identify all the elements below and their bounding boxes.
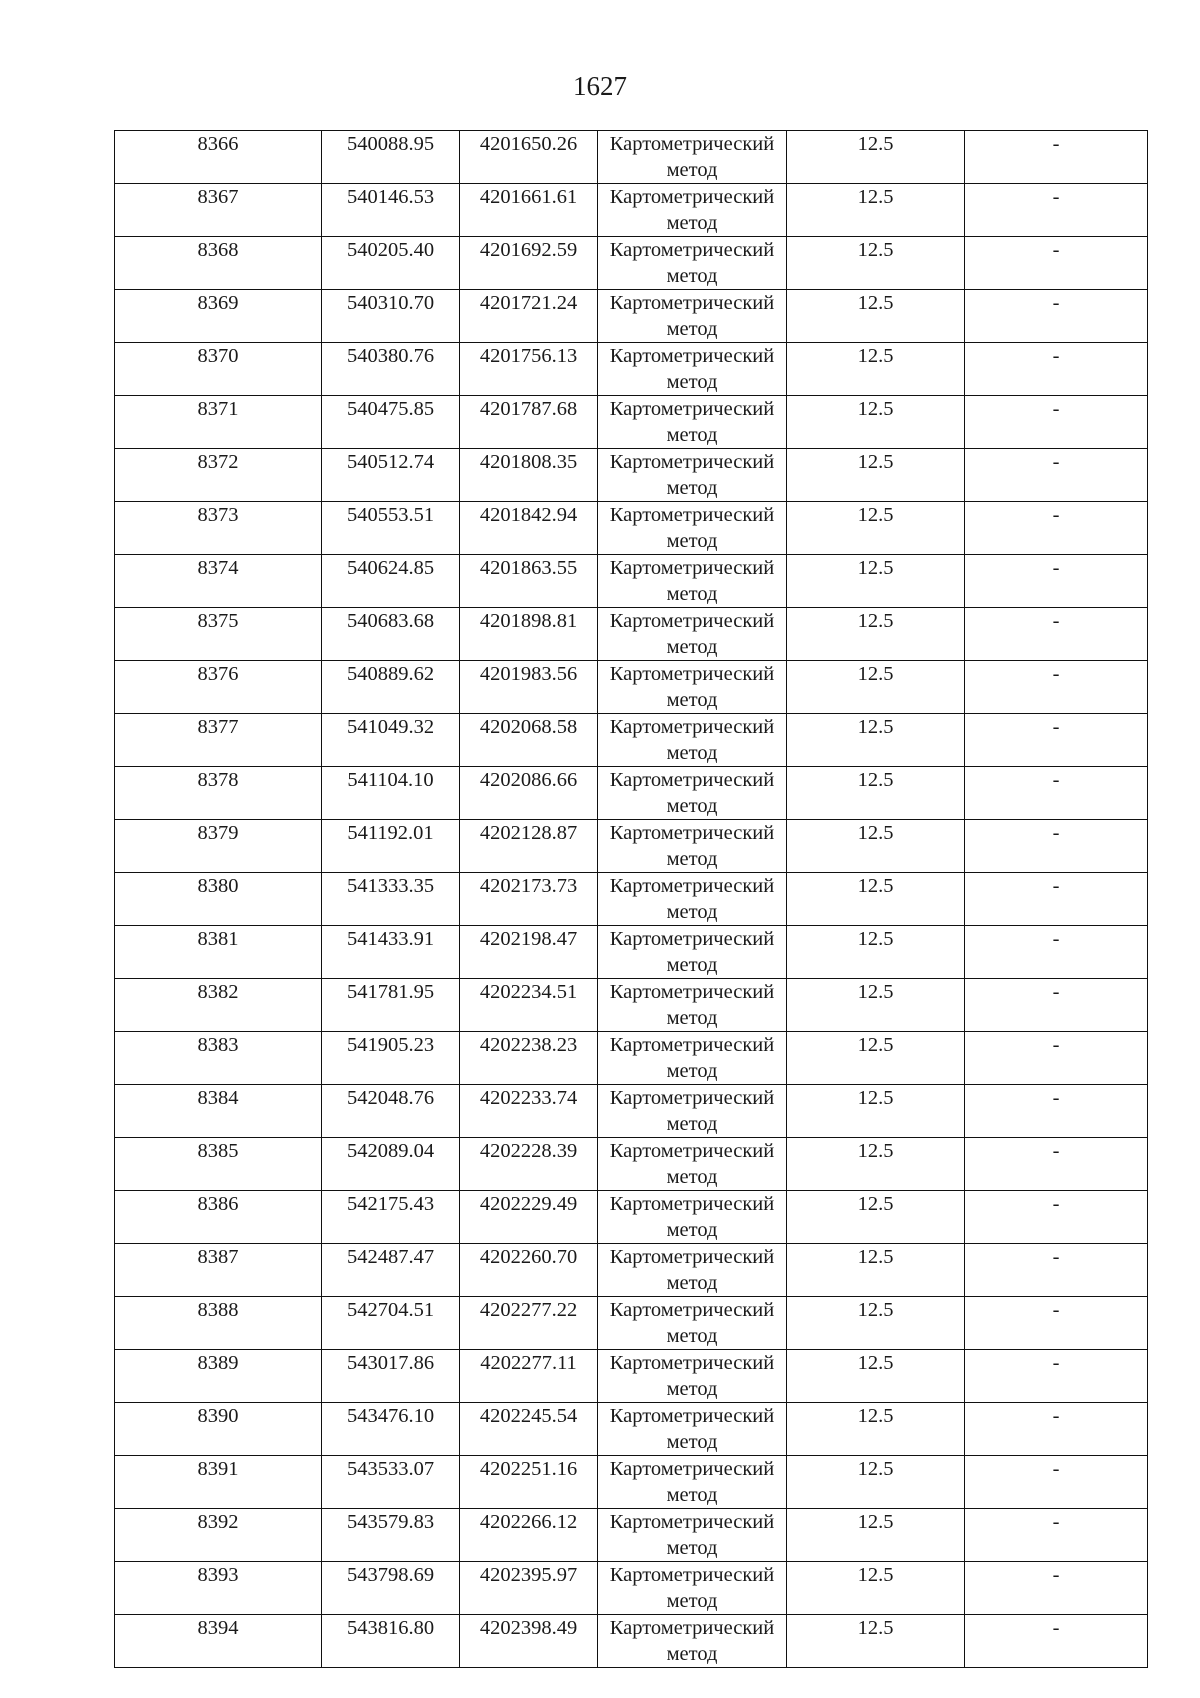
note-cell: - — [965, 1350, 1148, 1403]
method-line-1: Картометрический — [609, 1352, 775, 1374]
x-coordinate-cell: 543798.69 — [322, 1562, 460, 1615]
method-line-2: метод — [666, 901, 718, 923]
note-cell: - — [965, 184, 1148, 237]
x-coordinate-cell: 542175.43 — [322, 1191, 460, 1244]
method-cell — [598, 1562, 787, 1615]
note-cell: - — [965, 1615, 1148, 1668]
note-cell: - — [965, 873, 1148, 926]
note-cell: - — [965, 1403, 1148, 1456]
table-row — [115, 555, 1148, 608]
table-row — [115, 608, 1148, 661]
method-cell — [598, 1297, 787, 1350]
method-cell — [598, 714, 787, 767]
point-number-cell: 8381 — [115, 926, 322, 979]
point-number-cell: 8382 — [115, 979, 322, 1032]
note-cell: - — [965, 714, 1148, 767]
note-cell: - — [965, 767, 1148, 820]
method-line-2: метод — [666, 848, 718, 870]
method-cell — [598, 555, 787, 608]
x-coordinate-cell: 541781.95 — [322, 979, 460, 1032]
table-row — [115, 1562, 1148, 1615]
method-line-2: метод — [666, 477, 718, 499]
note-cell: - — [965, 555, 1148, 608]
y-coordinate-cell: 4201842.94 — [460, 502, 598, 555]
method-line-1: Картометрический — [609, 769, 775, 791]
accuracy-cell: 12.5 — [787, 1509, 965, 1562]
note-cell: - — [965, 290, 1148, 343]
x-coordinate-cell: 540889.62 — [322, 661, 460, 714]
note-cell: - — [965, 1562, 1148, 1615]
method-line-1: Картометрический — [609, 928, 775, 950]
table-row — [115, 767, 1148, 820]
method-line-1: Картометрический — [609, 133, 775, 155]
table-row — [115, 449, 1148, 502]
x-coordinate-cell: 541049.32 — [322, 714, 460, 767]
note-cell: - — [965, 502, 1148, 555]
point-number-cell: 8372 — [115, 449, 322, 502]
method-line-1: Картометрический — [609, 610, 775, 632]
method-line-2: метод — [666, 318, 718, 340]
y-coordinate-cell: 4201983.56 — [460, 661, 598, 714]
note-cell: - — [965, 1297, 1148, 1350]
y-coordinate-cell: 4201650.26 — [460, 131, 598, 184]
point-number-cell: 8378 — [115, 767, 322, 820]
method-cell — [598, 131, 787, 184]
point-number-cell: 8391 — [115, 1456, 322, 1509]
method-cell — [598, 979, 787, 1032]
y-coordinate-cell: 4202238.23 — [460, 1032, 598, 1085]
accuracy-cell: 12.5 — [787, 343, 965, 396]
point-number-cell: 8374 — [115, 555, 322, 608]
table-row — [115, 1456, 1148, 1509]
method-cell — [598, 661, 787, 714]
method-cell — [598, 1085, 787, 1138]
method-line-1: Картометрический — [609, 292, 775, 314]
x-coordinate-cell: 541333.35 — [322, 873, 460, 926]
note-cell: - — [965, 1138, 1148, 1191]
method-line-1: Картометрический — [609, 398, 775, 420]
method-cell — [598, 820, 787, 873]
note-cell: - — [965, 1244, 1148, 1297]
y-coordinate-cell: 4201721.24 — [460, 290, 598, 343]
point-number-cell: 8386 — [115, 1191, 322, 1244]
point-number-cell: 8387 — [115, 1244, 322, 1297]
y-coordinate-cell: 4202277.22 — [460, 1297, 598, 1350]
table-row — [115, 714, 1148, 767]
note-cell: - — [965, 1191, 1148, 1244]
method-cell — [598, 1350, 787, 1403]
y-coordinate-cell: 4202398.49 — [460, 1615, 598, 1668]
y-coordinate-cell: 4202173.73 — [460, 873, 598, 926]
x-coordinate-cell: 540088.95 — [322, 131, 460, 184]
y-coordinate-cell: 4201692.59 — [460, 237, 598, 290]
method-line-2: метод — [666, 1007, 718, 1029]
method-line-1: Картометрический — [609, 875, 775, 897]
point-number-cell: 8379 — [115, 820, 322, 873]
note-cell: - — [965, 131, 1148, 184]
method-cell — [598, 926, 787, 979]
x-coordinate-cell: 540310.70 — [322, 290, 460, 343]
note-cell: - — [965, 1456, 1148, 1509]
method-line-2: метод — [666, 1325, 718, 1347]
accuracy-cell: 12.5 — [787, 1032, 965, 1085]
method-cell — [598, 290, 787, 343]
note-cell: - — [965, 1509, 1148, 1562]
method-line-2: метод — [666, 265, 718, 287]
accuracy-cell: 12.5 — [787, 1244, 965, 1297]
method-line-1: Картометрический — [609, 822, 775, 844]
method-cell — [598, 1032, 787, 1085]
note-cell: - — [965, 1085, 1148, 1138]
method-line-1: Картометрический — [609, 716, 775, 738]
method-cell — [598, 343, 787, 396]
x-coordinate-cell: 541433.91 — [322, 926, 460, 979]
accuracy-cell: 12.5 — [787, 661, 965, 714]
y-coordinate-cell: 4202198.47 — [460, 926, 598, 979]
method-line-1: Картометрический — [609, 1405, 775, 1427]
table-row — [115, 1297, 1148, 1350]
method-cell — [598, 1456, 787, 1509]
method-cell — [598, 1244, 787, 1297]
coordinates-table — [114, 130, 1148, 1668]
x-coordinate-cell: 540146.53 — [322, 184, 460, 237]
table-row — [115, 1244, 1148, 1297]
method-cell — [598, 873, 787, 926]
accuracy-cell: 12.5 — [787, 1297, 965, 1350]
y-coordinate-cell: 4202086.66 — [460, 767, 598, 820]
method-line-1: Картометрический — [609, 1193, 775, 1215]
y-coordinate-cell: 4202245.54 — [460, 1403, 598, 1456]
x-coordinate-cell: 543533.07 — [322, 1456, 460, 1509]
method-cell — [598, 396, 787, 449]
method-line-1: Картометрический — [609, 557, 775, 579]
table-row — [115, 502, 1148, 555]
x-coordinate-cell: 540475.85 — [322, 396, 460, 449]
y-coordinate-cell: 4202233.74 — [460, 1085, 598, 1138]
table-body — [115, 131, 1148, 1668]
x-coordinate-cell: 540205.40 — [322, 237, 460, 290]
y-coordinate-cell: 4202251.16 — [460, 1456, 598, 1509]
x-coordinate-cell: 541104.10 — [322, 767, 460, 820]
point-number-cell: 8376 — [115, 661, 322, 714]
point-number-cell: 8383 — [115, 1032, 322, 1085]
y-coordinate-cell: 4202128.87 — [460, 820, 598, 873]
point-number-cell: 8373 — [115, 502, 322, 555]
table-row — [115, 1615, 1148, 1668]
table-row — [115, 1032, 1148, 1085]
x-coordinate-cell: 543579.83 — [322, 1509, 460, 1562]
method-line-1: Картометрический — [609, 1246, 775, 1268]
x-coordinate-cell: 543816.80 — [322, 1615, 460, 1668]
method-cell — [598, 1615, 787, 1668]
x-coordinate-cell: 540512.74 — [322, 449, 460, 502]
accuracy-cell: 12.5 — [787, 237, 965, 290]
note-cell: - — [965, 1032, 1148, 1085]
method-line-2: метод — [666, 742, 718, 764]
point-number-cell: 8366 — [115, 131, 322, 184]
accuracy-cell: 12.5 — [787, 396, 965, 449]
accuracy-cell: 12.5 — [787, 290, 965, 343]
note-cell: - — [965, 979, 1148, 1032]
table-row — [115, 926, 1148, 979]
method-line-1: Картометрический — [609, 1087, 775, 1109]
accuracy-cell: 12.5 — [787, 184, 965, 237]
y-coordinate-cell: 4202068.58 — [460, 714, 598, 767]
table-row — [115, 1085, 1148, 1138]
accuracy-cell: 12.5 — [787, 131, 965, 184]
point-number-cell: 8377 — [115, 714, 322, 767]
table-row — [115, 1350, 1148, 1403]
method-line-1: Картометрический — [609, 1617, 775, 1639]
table-row — [115, 343, 1148, 396]
method-line-2: метод — [666, 1537, 718, 1559]
method-line-1: Картометрический — [609, 1034, 775, 1056]
point-number-cell: 8388 — [115, 1297, 322, 1350]
table-row — [115, 1509, 1148, 1562]
method-line-1: Картометрический — [609, 1458, 775, 1480]
y-coordinate-cell: 4202277.11 — [460, 1350, 598, 1403]
method-line-1: Картометрический — [609, 239, 775, 261]
table-row — [115, 979, 1148, 1032]
method-cell — [598, 1191, 787, 1244]
note-cell: - — [965, 608, 1148, 661]
x-coordinate-cell: 542048.76 — [322, 1085, 460, 1138]
table-row — [115, 820, 1148, 873]
method-line-1: Картометрический — [609, 345, 775, 367]
x-coordinate-cell: 540553.51 — [322, 502, 460, 555]
point-number-cell: 8367 — [115, 184, 322, 237]
method-cell — [598, 449, 787, 502]
method-line-2: метод — [666, 1431, 718, 1453]
accuracy-cell: 12.5 — [787, 1456, 965, 1509]
method-line-2: метод — [666, 1590, 718, 1612]
accuracy-cell: 12.5 — [787, 1085, 965, 1138]
method-line-2: метод — [666, 371, 718, 393]
method-line-2: метод — [666, 1060, 718, 1082]
x-coordinate-cell: 540380.76 — [322, 343, 460, 396]
point-number-cell: 8394 — [115, 1615, 322, 1668]
y-coordinate-cell: 4202234.51 — [460, 979, 598, 1032]
point-number-cell: 8390 — [115, 1403, 322, 1456]
accuracy-cell: 12.5 — [787, 767, 965, 820]
point-number-cell: 8392 — [115, 1509, 322, 1562]
x-coordinate-cell: 542089.04 — [322, 1138, 460, 1191]
method-line-1: Картометрический — [609, 186, 775, 208]
method-line-2: метод — [666, 1166, 718, 1188]
accuracy-cell: 12.5 — [787, 449, 965, 502]
method-line-1: Картометрический — [609, 451, 775, 473]
method-line-2: метод — [666, 1643, 718, 1665]
point-number-cell: 8393 — [115, 1562, 322, 1615]
y-coordinate-cell: 4202229.49 — [460, 1191, 598, 1244]
method-line-1: Картометрический — [609, 1299, 775, 1321]
table-row — [115, 1403, 1148, 1456]
y-coordinate-cell: 4201863.55 — [460, 555, 598, 608]
x-coordinate-cell: 542487.47 — [322, 1244, 460, 1297]
x-coordinate-cell: 541192.01 — [322, 820, 460, 873]
point-number-cell: 8389 — [115, 1350, 322, 1403]
point-number-cell: 8384 — [115, 1085, 322, 1138]
method-line-2: метод — [666, 1219, 718, 1241]
point-number-cell: 8380 — [115, 873, 322, 926]
x-coordinate-cell: 540683.68 — [322, 608, 460, 661]
note-cell: - — [965, 926, 1148, 979]
table-row — [115, 1138, 1148, 1191]
table-row — [115, 184, 1148, 237]
method-line-2: метод — [666, 1272, 718, 1294]
table-row — [115, 661, 1148, 714]
method-line-1: Картометрический — [609, 981, 775, 1003]
note-cell: - — [965, 820, 1148, 873]
point-number-cell: 8385 — [115, 1138, 322, 1191]
table-row — [115, 290, 1148, 343]
x-coordinate-cell: 541905.23 — [322, 1032, 460, 1085]
method-line-2: метод — [666, 636, 718, 658]
point-number-cell: 8369 — [115, 290, 322, 343]
method-line-1: Картометрический — [609, 1511, 775, 1533]
method-cell — [598, 1403, 787, 1456]
accuracy-cell: 12.5 — [787, 1350, 965, 1403]
method-cell — [598, 502, 787, 555]
accuracy-cell: 12.5 — [787, 979, 965, 1032]
method-line-2: метод — [666, 159, 718, 181]
page-number: 1627 — [573, 71, 627, 101]
accuracy-cell: 12.5 — [787, 714, 965, 767]
method-line-2: метод — [666, 583, 718, 605]
method-line-1: Картометрический — [609, 1140, 775, 1162]
accuracy-cell: 12.5 — [787, 555, 965, 608]
accuracy-cell: 12.5 — [787, 502, 965, 555]
y-coordinate-cell: 4201661.61 — [460, 184, 598, 237]
method-cell — [598, 237, 787, 290]
accuracy-cell: 12.5 — [787, 1403, 965, 1456]
method-line-1: Картометрический — [609, 504, 775, 526]
method-line-1: Картометрический — [609, 1564, 775, 1586]
x-coordinate-cell: 540624.85 — [322, 555, 460, 608]
y-coordinate-cell: 4201808.35 — [460, 449, 598, 502]
accuracy-cell: 12.5 — [787, 1562, 965, 1615]
method-cell — [598, 608, 787, 661]
x-coordinate-cell: 543476.10 — [322, 1403, 460, 1456]
accuracy-cell: 12.5 — [787, 608, 965, 661]
y-coordinate-cell: 4202266.12 — [460, 1509, 598, 1562]
point-number-cell: 8368 — [115, 237, 322, 290]
method-cell — [598, 184, 787, 237]
method-line-2: метод — [666, 424, 718, 446]
y-coordinate-cell: 4202395.97 — [460, 1562, 598, 1615]
y-coordinate-cell: 4201756.13 — [460, 343, 598, 396]
x-coordinate-cell: 543017.86 — [322, 1350, 460, 1403]
table-row — [115, 131, 1148, 184]
y-coordinate-cell: 4201898.81 — [460, 608, 598, 661]
note-cell: - — [965, 449, 1148, 502]
accuracy-cell: 12.5 — [787, 1615, 965, 1668]
accuracy-cell: 12.5 — [787, 926, 965, 979]
point-number-cell: 8371 — [115, 396, 322, 449]
x-coordinate-cell: 542704.51 — [322, 1297, 460, 1350]
method-line-2: метод — [666, 954, 718, 976]
table-row — [115, 237, 1148, 290]
y-coordinate-cell: 4201787.68 — [460, 396, 598, 449]
method-cell — [598, 1509, 787, 1562]
accuracy-cell: 12.5 — [787, 820, 965, 873]
table-row — [115, 396, 1148, 449]
note-cell: - — [965, 343, 1148, 396]
method-line-2: метод — [666, 1113, 718, 1135]
method-line-1: Картометрический — [609, 663, 775, 685]
point-number-cell: 8375 — [115, 608, 322, 661]
method-line-2: метод — [666, 1378, 718, 1400]
y-coordinate-cell: 4202260.70 — [460, 1244, 598, 1297]
table-row — [115, 873, 1148, 926]
method-cell — [598, 767, 787, 820]
accuracy-cell: 12.5 — [787, 873, 965, 926]
method-cell — [598, 1138, 787, 1191]
method-line-2: метод — [666, 212, 718, 234]
method-line-2: метод — [666, 795, 718, 817]
note-cell: - — [965, 237, 1148, 290]
accuracy-cell: 12.5 — [787, 1191, 965, 1244]
table-row — [115, 1191, 1148, 1244]
note-cell: - — [965, 661, 1148, 714]
method-line-2: метод — [666, 1484, 718, 1506]
point-number-cell: 8370 — [115, 343, 322, 396]
method-line-2: метод — [666, 530, 718, 552]
method-line-2: метод — [666, 689, 718, 711]
y-coordinate-cell: 4202228.39 — [460, 1138, 598, 1191]
note-cell: - — [965, 396, 1148, 449]
accuracy-cell: 12.5 — [787, 1138, 965, 1191]
